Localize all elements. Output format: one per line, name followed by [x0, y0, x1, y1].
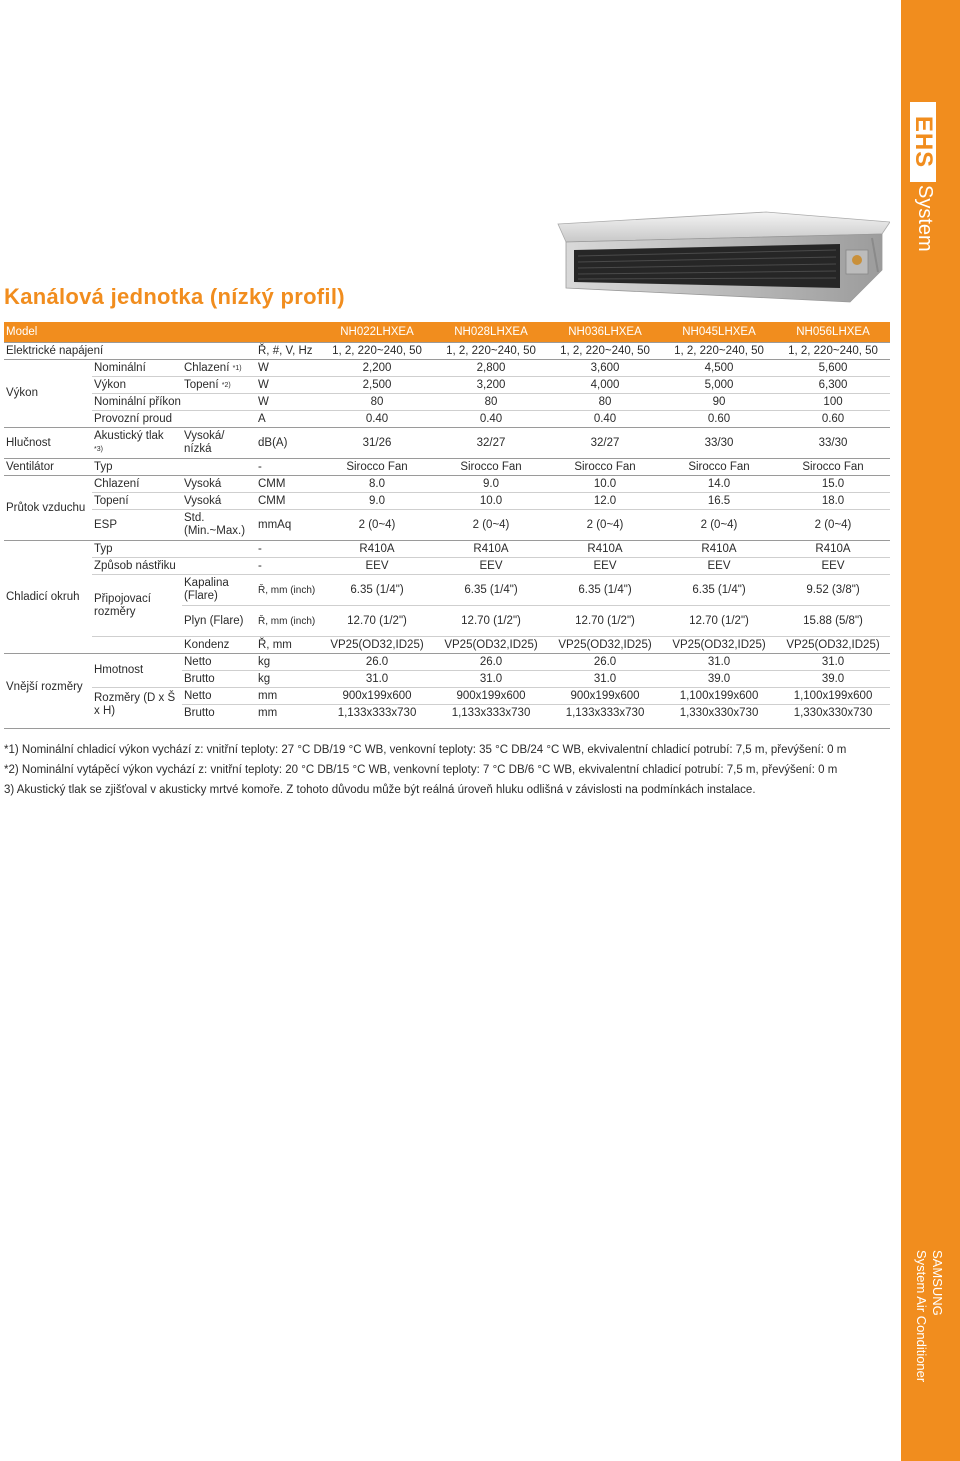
- value-cell: 4,000: [548, 377, 662, 394]
- pipe-label: Kapalina (Flare): [182, 575, 254, 606]
- level-label: Vysoká/ nízká: [182, 428, 254, 459]
- value-cell: 31.0: [776, 654, 890, 671]
- value-cell: 1, 2, 220~240, 50: [776, 343, 890, 360]
- sub-label: Typ: [92, 541, 254, 558]
- unit-cell: -: [254, 558, 320, 575]
- value-cell: 6.35 (1/4"): [662, 575, 776, 606]
- capacity-cooling-row: [4, 360, 890, 377]
- sub-label: Výkon: [92, 377, 182, 394]
- value-cell: 6.35 (1/4"): [320, 575, 434, 606]
- value-cell: 900x199x600: [548, 688, 662, 705]
- value-cell: 1, 2, 220~240, 50: [320, 343, 434, 360]
- value-cell: 1,133x333x730: [548, 705, 662, 722]
- value-cell: EEV: [434, 558, 548, 575]
- value-cell: 1,100x199x600: [662, 688, 776, 705]
- model-name: NH045LHXEA: [662, 322, 776, 343]
- value-cell: 2 (0~4): [320, 510, 434, 541]
- unit-cell: Ř, #, V, Hz: [254, 343, 320, 360]
- value-cell: 1, 2, 220~240, 50: [434, 343, 548, 360]
- model-name: NH056LHXEA: [776, 322, 890, 343]
- value-cell: 8.0: [320, 476, 434, 493]
- unit-cell: W: [254, 360, 320, 377]
- model-name: NH022LHXEA: [320, 322, 434, 343]
- table-bottom-rule: [4, 728, 890, 729]
- value-cell: 1,100x199x600: [776, 688, 890, 705]
- sub-label: Hmotnost: [92, 654, 182, 688]
- sub-label: Provozní proud: [92, 411, 254, 428]
- unit-cell: CMM: [254, 493, 320, 510]
- group-label: Ventilátor: [4, 459, 92, 476]
- value-cell: Sirocco Fan: [662, 459, 776, 476]
- unit-cell: -: [254, 459, 320, 476]
- unit-cell: Ř, mm: [254, 637, 320, 654]
- unit-cell: mm: [254, 688, 320, 705]
- value-cell: VP25(OD32,ID25): [662, 637, 776, 654]
- value-cell: 39.0: [662, 671, 776, 688]
- unit-cell: dB(A): [254, 428, 320, 459]
- sub-label: Chlazení: [92, 476, 182, 493]
- mode-label: Topení $^{*2)}$: [182, 377, 254, 394]
- value-cell: 1,330x330x730: [662, 705, 776, 722]
- value-cell: 16.5: [662, 493, 776, 510]
- value-cell: 80: [548, 394, 662, 411]
- value-cell: Sirocco Fan: [320, 459, 434, 476]
- value-cell: 31.0: [434, 671, 548, 688]
- unit-cell: Ř, mm (inch): [254, 575, 320, 606]
- group-label: Průtok vzduchu: [4, 476, 92, 541]
- value-cell: 3,600: [548, 360, 662, 377]
- value-cell: 26.0: [320, 654, 434, 671]
- ehs-logo-badge: [910, 102, 936, 182]
- refrigerant-type-row: [4, 541, 890, 558]
- value-cell: 2 (0~4): [776, 510, 890, 541]
- value-cell: 900x199x600: [320, 688, 434, 705]
- value-cell: 0.60: [662, 411, 776, 428]
- group-label: Výkon: [4, 360, 92, 428]
- weight-net-row: [4, 654, 890, 671]
- pipe-label: Kondenz: [182, 637, 254, 654]
- level-label: Netto: [182, 654, 254, 671]
- sub-label: Připojovací rozměry: [92, 575, 182, 637]
- value-cell: 2,200: [320, 360, 434, 377]
- value-cell: 32/27: [434, 428, 548, 459]
- sub-label: Typ: [92, 459, 254, 476]
- level-label: Brutto: [182, 705, 254, 722]
- footnote: *1) Nominální chladicí výkon vychází z: vnitřní teploty: 27 °C DB/19 °C WB, venkovní teploty: 35 °C DB/24 °C WB, ekvivalentní chladicí potrubí: 7,5 m, převýšení: 0 m: [4, 744, 847, 756]
- group-label: Chladicí okruh: [4, 541, 92, 654]
- value-cell: 3,200: [434, 377, 548, 394]
- fan-row: [4, 459, 890, 476]
- value-cell: Sirocco Fan: [548, 459, 662, 476]
- value-cell: R410A: [548, 541, 662, 558]
- value-cell: 12.70 (1/2"): [320, 606, 434, 637]
- value-cell: 6.35 (1/4"): [434, 575, 548, 606]
- value-cell: 14.0: [662, 476, 776, 493]
- level-label: Netto: [182, 688, 254, 705]
- blank-cell: [92, 637, 182, 654]
- level-label: Brutto: [182, 671, 254, 688]
- value-cell: 12.70 (1/2"): [662, 606, 776, 637]
- value-cell: 2,500: [320, 377, 434, 394]
- value-cell: R410A: [434, 541, 548, 558]
- model-label: Model: [4, 322, 320, 343]
- value-cell: EEV: [548, 558, 662, 575]
- value-cell: 80: [434, 394, 548, 411]
- page-title: Kanálová jednotka (nízký profil): [4, 284, 345, 309]
- value-cell: EEV: [776, 558, 890, 575]
- value-cell: R410A: [776, 541, 890, 558]
- pipe-label: Plyn (Flare): [182, 606, 254, 637]
- value-cell: 900x199x600: [434, 688, 548, 705]
- value-cell: R410A: [320, 541, 434, 558]
- unit-cell: CMM: [254, 476, 320, 493]
- unit-cell: -: [254, 541, 320, 558]
- value-cell: 18.0: [776, 493, 890, 510]
- sub-label: Akustický tlak $^{*3)}$: [92, 428, 182, 459]
- value-cell: VP25(OD32,ID25): [320, 637, 434, 654]
- unit-cell: Ř, mm (inch): [254, 606, 320, 637]
- value-cell: 9.0: [434, 476, 548, 493]
- value-cell: 15.88 (5/8"): [776, 606, 890, 637]
- value-cell: 100: [776, 394, 890, 411]
- value-cell: 12.0: [548, 493, 662, 510]
- footnotes: [4, 740, 846, 800]
- footnote: 3) Akustický tlak se zjišťoval v akusticky mrtvé komoře. Z tohoto důvodu může být reálná úroveň hluku odlišná v závislosti na podmínkách instalace.: [4, 784, 756, 796]
- unit-cell: W: [254, 394, 320, 411]
- sub-label: Nominální: [92, 360, 182, 377]
- value-cell: EEV: [320, 558, 434, 575]
- value-cell: 10.0: [434, 493, 548, 510]
- value-cell: 5,600: [776, 360, 890, 377]
- value-cell: 1,133x333x730: [434, 705, 548, 722]
- value-cell: 2 (0~4): [434, 510, 548, 541]
- value-cell: 4,500: [662, 360, 776, 377]
- airflow-esp-row: [4, 510, 890, 541]
- mode-label: Chlazení $^{*1)}$: [182, 360, 254, 377]
- value-cell: 39.0: [776, 671, 890, 688]
- value-cell: 90: [662, 394, 776, 411]
- value-cell: Sirocco Fan: [776, 459, 890, 476]
- footnote: *2) Nominální vytápěcí výkon vychází z: vnitřní teploty: 20 °C DB/15 °C WB, venkovní teploty: 7 °C DB/6 °C WB, ekvivalentní chladicí potrubí: 7,5 m, převýšení: 0 m: [4, 764, 838, 776]
- refrigerant-injection-row: [4, 558, 890, 575]
- value-cell: 5,000: [662, 377, 776, 394]
- dims-net-row: [4, 688, 890, 705]
- value-cell: 0.40: [434, 411, 548, 428]
- value-cell: 10.0: [548, 476, 662, 493]
- company-name: SAMSUNG: [930, 1250, 945, 1316]
- value-cell: 15.0: [776, 476, 890, 493]
- value-cell: 1, 2, 220~240, 50: [662, 343, 776, 360]
- airflow-heating-row: [4, 493, 890, 510]
- value-cell: 31/26: [320, 428, 434, 459]
- sub-label: ESP: [92, 510, 182, 541]
- value-cell: 33/30: [662, 428, 776, 459]
- refrigerant-drain-row: [4, 637, 890, 654]
- value-cell: 31.0: [548, 671, 662, 688]
- value-cell: 6.35 (1/4"): [548, 575, 662, 606]
- value-cell: 0.40: [320, 411, 434, 428]
- value-cell: 1,330x330x730: [776, 705, 890, 722]
- capacity-current-row: [4, 411, 890, 428]
- value-cell: 80: [320, 394, 434, 411]
- value-cell: 0.60: [776, 411, 890, 428]
- value-cell: 2 (0~4): [548, 510, 662, 541]
- capacity-heating-row: [4, 377, 890, 394]
- system-label: System: [914, 185, 936, 252]
- value-cell: VP25(OD32,ID25): [548, 637, 662, 654]
- unit-cell: mmAq: [254, 510, 320, 541]
- value-cell: 32/27: [548, 428, 662, 459]
- unit-cell: kg: [254, 654, 320, 671]
- value-cell: VP25(OD32,ID25): [434, 637, 548, 654]
- group-label: Vnější rozměry: [4, 654, 92, 722]
- value-cell: 1,133x333x730: [320, 705, 434, 722]
- refrigerant-liquid-row: [4, 575, 890, 606]
- value-cell: 6,300: [776, 377, 890, 394]
- sub-label: Nominální příkon: [92, 394, 254, 411]
- value-cell: 2,800: [434, 360, 548, 377]
- value-cell: 31.0: [662, 654, 776, 671]
- sub-label: Způsob nástřiku: [92, 558, 254, 575]
- value-cell: EEV: [662, 558, 776, 575]
- level-label: Std. (Min.~Max.): [182, 510, 254, 541]
- sub-label: Topení: [92, 493, 182, 510]
- samsung-tagline: [913, 1250, 945, 1382]
- spec-table: [4, 322, 890, 721]
- level-label: Vysoká: [182, 493, 254, 510]
- tagline: System Air Conditioner: [914, 1250, 929, 1383]
- value-cell: 0.40: [548, 411, 662, 428]
- duct-unit-image: [556, 210, 890, 306]
- value-cell: 26.0: [434, 654, 548, 671]
- power-supply-row: [4, 343, 890, 360]
- level-label: Vysoká: [182, 476, 254, 493]
- airflow-cooling-row: [4, 476, 890, 493]
- value-cell: VP25(OD32,ID25): [776, 637, 890, 654]
- value-cell: 12.70 (1/2"): [434, 606, 548, 637]
- unit-cell: kg: [254, 671, 320, 688]
- group-label: Hlučnost: [4, 428, 92, 459]
- value-cell: 26.0: [548, 654, 662, 671]
- value-cell: 31.0: [320, 671, 434, 688]
- value-cell: Sirocco Fan: [434, 459, 548, 476]
- unit-cell: W: [254, 377, 320, 394]
- capacity-input-row: [4, 394, 890, 411]
- unit-cell: mm: [254, 705, 320, 722]
- value-cell: 9.52 (3/8"): [776, 575, 890, 606]
- value-cell: 1, 2, 220~240, 50: [548, 343, 662, 360]
- ehs-logo-text: EHS: [910, 115, 937, 169]
- value-cell: 2 (0~4): [662, 510, 776, 541]
- noise-row: [4, 428, 890, 459]
- model-row: [4, 322, 890, 343]
- model-name: NH036LHXEA: [548, 322, 662, 343]
- sub-label: Rozměry (D x Š x H): [92, 688, 182, 722]
- unit-cell: A: [254, 411, 320, 428]
- row-label: Elektrické napájení: [4, 343, 254, 360]
- value-cell: 9.0: [320, 493, 434, 510]
- value-cell: R410A: [662, 541, 776, 558]
- value-cell: 12.70 (1/2"): [548, 606, 662, 637]
- value-cell: 33/30: [776, 428, 890, 459]
- model-name: NH028LHXEA: [434, 322, 548, 343]
